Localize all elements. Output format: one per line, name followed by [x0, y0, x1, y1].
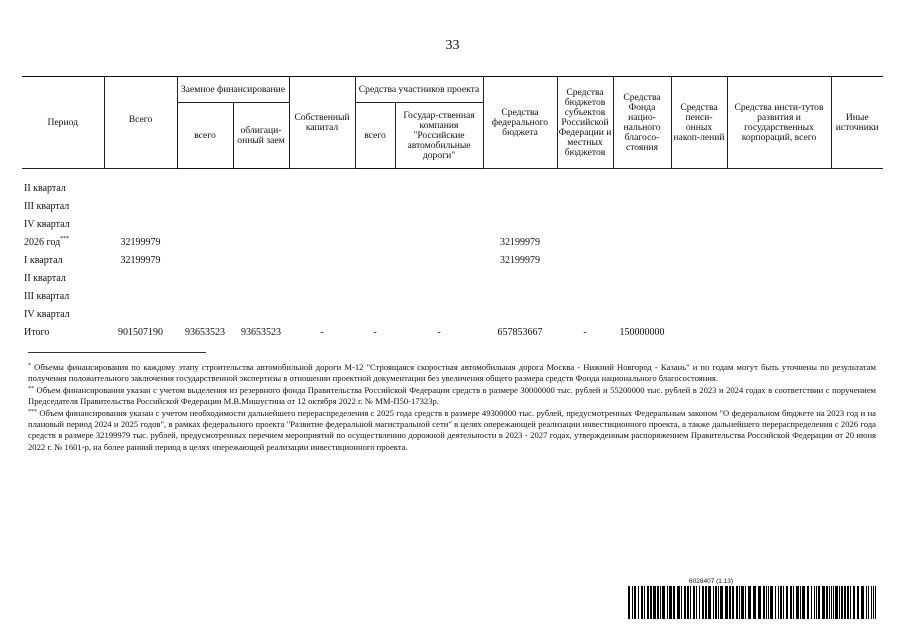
cell-bonds: [233, 251, 289, 269]
cell-total: [104, 287, 177, 305]
cell-pension: [671, 169, 727, 198]
cell-regional-budget: [557, 169, 613, 198]
footnote-mark: *: [28, 363, 31, 369]
header-total: Всего: [104, 77, 177, 169]
footnote-rule: [28, 352, 206, 353]
cell-other: [831, 323, 883, 341]
cell-other: [831, 269, 883, 287]
cell-regional-budget: [557, 251, 613, 269]
cell-participants-company: -: [437, 326, 441, 338]
cell-own-capital: -: [320, 326, 324, 338]
cell-borrowed-total: [177, 251, 233, 269]
cell-pension: [671, 197, 727, 215]
cell-dev-institutes: [727, 233, 831, 251]
cell-pension: [671, 323, 727, 341]
row-period: I квартал: [24, 254, 63, 266]
footnote-text: Объем финансирования указан с учетом выделения из резервного фонда Правительства Российской Федерации средств в размере 30000000 тыс. рублей и 55200000 тыс. рублей в 2023 и 2024 годах в соответствии с поручением Председателя Правительства Российской Федерации М.В.Мишустина от 12 октября 2022 г. № ММ-П50-17323р.: [28, 384, 876, 407]
cell-pension: [671, 305, 727, 323]
footnote: [28, 408, 876, 454]
cell-own-capital: [289, 197, 355, 215]
cell-other: [831, 197, 883, 215]
header-own-capital: Собственный капитал: [289, 77, 355, 169]
header-participants-company: Государ-ственная компания "Российские автомобильные дороги": [395, 103, 483, 169]
cell-participants-total: [355, 169, 395, 198]
cell-bonds: [233, 305, 289, 323]
document-stamp: 6028407 (1.13): [689, 578, 734, 585]
cell-nwf: [613, 287, 671, 305]
cell-borrowed-total: [177, 197, 233, 215]
table-row: [22, 197, 883, 215]
row-period: 2026 год***: [24, 235, 70, 248]
cell-pension: [671, 251, 727, 269]
cell-federal-budget: [483, 197, 557, 215]
cell-participants-total: -: [373, 326, 377, 338]
cell-total: [104, 215, 177, 233]
cell-bonds: [233, 215, 289, 233]
cell-dev-institutes: [727, 215, 831, 233]
cell-nwf: [613, 269, 671, 287]
cell-borrowed-total: 93653523: [185, 326, 225, 338]
cell-borrowed-total: [177, 305, 233, 323]
footnotes: [28, 362, 876, 453]
footnote: [28, 362, 876, 385]
cell-own-capital: [289, 169, 355, 198]
cell-participants-company: [395, 287, 483, 305]
table-row: [22, 251, 883, 269]
cell-other: [831, 305, 883, 323]
header-regional-budget: Средства бюджетов субъектов Российской Федерации и местных бюджетов: [557, 77, 613, 169]
cell-total: [104, 169, 177, 198]
cell-pension: [671, 233, 727, 251]
cell-bonds: [233, 197, 289, 215]
barcode: [628, 586, 880, 619]
cell-pension: [671, 287, 727, 305]
cell-borrowed-total: [177, 169, 233, 198]
cell-own-capital: [289, 305, 355, 323]
cell-federal-budget: [483, 269, 557, 287]
cell-federal-budget: [483, 215, 557, 233]
row-period: II квартал: [24, 272, 66, 284]
cell-federal-budget: [483, 305, 557, 323]
cell-borrowed-total: [177, 287, 233, 305]
footnote-text: Объемы финансирования по каждому этапу строительства автомобильной дороги М-12 "Строящаяся скоростная автомобильная дорога Москва - Нижний Новгород - Казань" и по годам могут быть уточнены по результатам получения положительного заключения государственной экспертизы в отношении проектной документации без увеличения общего размера средств Фонда национального благосостояния.: [28, 362, 876, 384]
table-header: [22, 77, 883, 169]
cell-federal-budget: 32199979: [500, 254, 540, 266]
cell-regional-budget: -: [583, 326, 587, 338]
cell-nwf: [613, 305, 671, 323]
cell-own-capital: [289, 269, 355, 287]
header-borrowed-group: Заемное финансирование: [177, 77, 289, 103]
cell-own-capital: [289, 215, 355, 233]
row-period: III квартал: [24, 200, 70, 212]
cell-total: [104, 269, 177, 287]
cell-federal-budget: [483, 287, 557, 305]
cell-pension: [671, 215, 727, 233]
cell-participants-total: [355, 251, 395, 269]
cell-nwf: [613, 233, 671, 251]
cell-other: [831, 169, 883, 198]
cell-dev-institutes: [727, 287, 831, 305]
header-participants-total: всего: [355, 103, 395, 169]
cell-participants-company: [395, 251, 483, 269]
cell-participants-company: [395, 305, 483, 323]
cell-borrowed-total: [177, 269, 233, 287]
cell-participants-company: [395, 169, 483, 198]
row-period: III квартал: [24, 290, 70, 302]
cell-participants-total: [355, 269, 395, 287]
header-other: Иные источники: [831, 77, 883, 169]
cell-other: [831, 251, 883, 269]
header-borrowed-bonds: облигаци-онный заем: [233, 103, 289, 169]
cell-pension: [671, 269, 727, 287]
cell-borrowed-total: [177, 233, 233, 251]
cell-borrowed-total: [177, 215, 233, 233]
cell-dev-institutes: [727, 305, 831, 323]
cell-nwf: [613, 215, 671, 233]
cell-other: [831, 287, 883, 305]
cell-participants-company: [395, 233, 483, 251]
table-row: [22, 169, 883, 198]
footnote-mark: ***: [28, 408, 37, 415]
table-row: [22, 269, 883, 287]
cell-regional-budget: [557, 197, 613, 215]
footnote-text: Объем финансирования указан с учетом необходимости дальнейшего перераспределения с 2025 года средств в размере 49300000 тыс. рублей, предусмотренных Федеральным законом "О федеральном бюджете на 2023 год и на плановый период 2024 и 2025 годов", в рамках федерального проекта "Развитие федеральной магистральной сети" в целях опережающей реализации инвестиционного проекта, а также дальнейшего перераспределения с 2026 года средств в размере 32199979 тыс. рублей, предусмотренных перечнем мероприятий по осуществлению дорожной деятельности в 2023 - 2027 годах, утвержденным распоряжением Правительства Российской Федерации от 20 июня 2022 г. № 1601-р, на более ранний период в целях опережающей реализации инвестиционного проекта.: [28, 407, 876, 452]
page-number: 33: [445, 38, 460, 53]
header-borrowed-total: всего: [177, 103, 233, 169]
header-federal-budget: Средства федерального бюджета: [483, 77, 557, 169]
table-row: [22, 287, 883, 305]
cell-participants-total: [355, 305, 395, 323]
header-dev-institutes: Средства инсти-тутов развития и государственных корпораций, всего: [727, 77, 831, 169]
cell-total: [104, 197, 177, 215]
table-row: [22, 323, 883, 341]
cell-total: 901507190: [118, 326, 163, 338]
cell-regional-budget: [557, 305, 613, 323]
cell-bonds: [233, 287, 289, 305]
row-period: II квартал: [24, 182, 66, 194]
cell-dev-institutes: [727, 197, 831, 215]
cell-dev-institutes: [727, 251, 831, 269]
cell-own-capital: [289, 287, 355, 305]
cell-bonds: 93653523: [241, 326, 281, 338]
cell-participants-total: [355, 233, 395, 251]
header-participants-group: Средства участников проекта: [355, 77, 483, 103]
header-pension: Средства пенси-онных накоп-лений: [671, 77, 727, 169]
cell-federal-budget: [483, 169, 557, 198]
footnote: [28, 385, 876, 408]
row-period: Итого: [24, 326, 50, 338]
cell-regional-budget: [557, 287, 613, 305]
cell-bonds: [233, 269, 289, 287]
cell-regional-budget: [557, 269, 613, 287]
cell-participants-company: [395, 269, 483, 287]
header-period: Период: [22, 77, 104, 169]
cell-bonds: [233, 169, 289, 198]
table-body: [22, 169, 883, 342]
cell-federal-budget: 32199979: [500, 236, 540, 248]
cell-total: 32199979: [120, 254, 161, 266]
cell-bonds: [233, 233, 289, 251]
cell-nwf: [613, 169, 671, 198]
cell-total: 32199979: [120, 236, 161, 248]
cell-nwf: [613, 197, 671, 215]
header-nwf: Средства Фонда нацио-нального благосо-стояния: [613, 77, 671, 169]
cell-federal-budget: 657853667: [497, 326, 543, 338]
financing-table: [22, 76, 883, 341]
cell-dev-institutes: [727, 269, 831, 287]
cell-participants-company: [395, 197, 483, 215]
cell-participants-company: [395, 215, 483, 233]
cell-other: [831, 215, 883, 233]
cell-dev-institutes: [727, 323, 831, 341]
table-row: [22, 233, 883, 251]
footnote-mark: **: [28, 385, 34, 392]
cell-participants-total: [355, 215, 395, 233]
cell-own-capital: [289, 233, 355, 251]
cell-total: [104, 305, 177, 323]
table-row: [22, 215, 883, 233]
cell-participants-total: [355, 287, 395, 305]
cell-regional-budget: [557, 233, 613, 251]
cell-regional-budget: [557, 215, 613, 233]
cell-other: [831, 233, 883, 251]
table-row: [22, 305, 883, 323]
cell-dev-institutes: [727, 169, 831, 198]
cell-participants-total: [355, 197, 395, 215]
row-period: IV квартал: [24, 308, 70, 320]
cell-nwf: 150000000: [619, 326, 665, 338]
cell-own-capital: [289, 251, 355, 269]
cell-nwf: [613, 251, 671, 269]
row-period: IV квартал: [24, 218, 70, 230]
